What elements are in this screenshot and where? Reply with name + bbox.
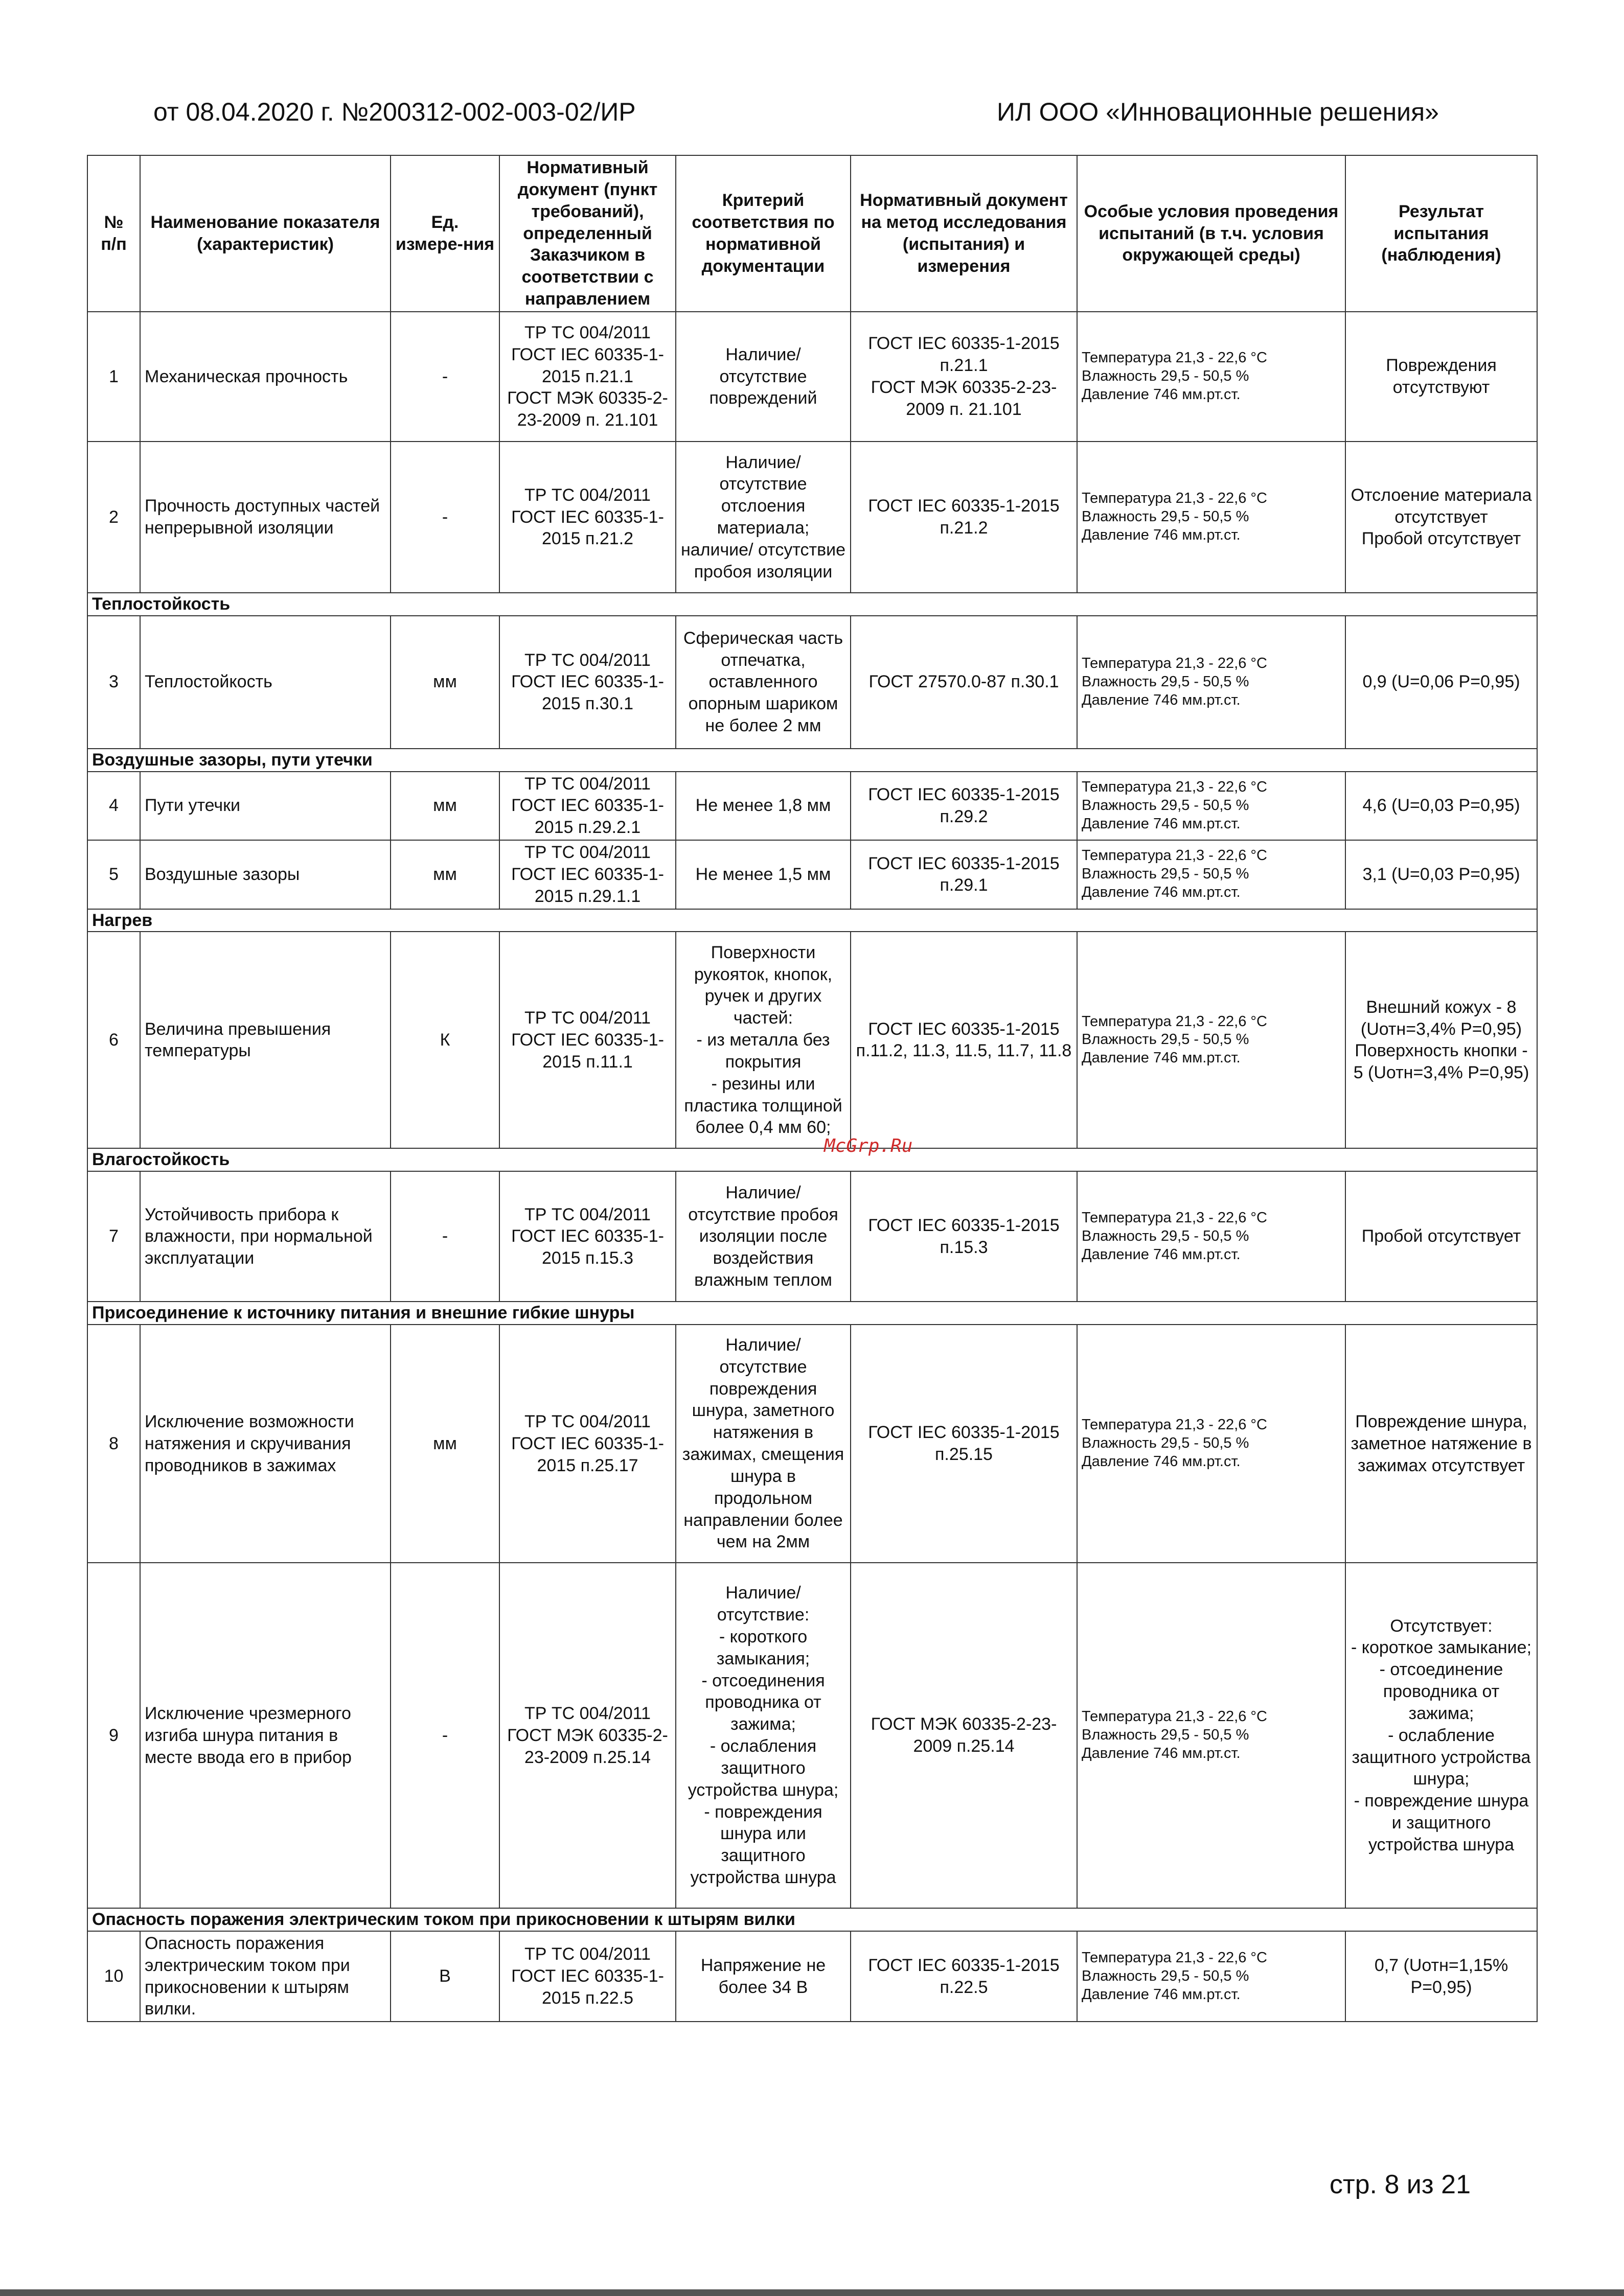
table-row	[87, 442, 1537, 593]
cell-normdoc: ТР ТС 004/2011 ГОСТ IEC 60335-1-2015 п.29.1.1	[499, 840, 676, 909]
cell-number: 2	[87, 442, 140, 593]
cell-name: Пути утечки	[140, 772, 391, 840]
cell-name: Прочность доступных частей непрерывной изоляции	[140, 442, 391, 593]
cell-method: ГОСТ МЭК 60335-2-23-2009 п.25.14	[851, 1563, 1077, 1908]
section-row	[87, 1148, 1537, 1171]
section-row	[87, 909, 1537, 932]
section-title: Присоединение к источнику питания и внешние гибкие шнуры	[87, 1302, 1537, 1325]
cell-normdoc: ТР ТС 004/2011 ГОСТ IEC 60335-1-2015 п.25.17	[499, 1325, 676, 1563]
cell-result: Отсутствует: - короткое замыкание; - отсоединение проводника от зажима; - ослабление защитного устройства шнура; - повреждение шнура и защитного устройства шнура	[1345, 1563, 1537, 1908]
cell-criterion: Поверхности рукояток, кнопок, ручек и других частей: - из металла без покрытия - резины или пластика толщиной более 0,4 мм 60;	[676, 932, 851, 1148]
cell-name: Механическая прочность	[140, 312, 391, 442]
cell-criterion: Наличие/ отсутствие пробоя изоляции после воздействия влажным теплом	[676, 1171, 851, 1302]
cell-normdoc: ТР ТС 004/2011 ГОСТ IEC 60335-1-2015 п.15.3	[499, 1171, 676, 1302]
section-title: Теплостойкость	[87, 593, 1537, 616]
table-row	[87, 1563, 1537, 1908]
cell-criterion: Наличие/ отсутствие повреждения шнура, заметного натяжения в зажимах, смещения шнура в продольном направлении более чем на 2мм	[676, 1325, 851, 1563]
cell-method: ГОСТ IEC 60335-1-2015 п.29.2	[851, 772, 1077, 840]
cell-result: 0,9 (U=0,06 P=0,95)	[1345, 616, 1537, 749]
section-row	[87, 1302, 1537, 1325]
cell-conditions: Температура 21,3 - 22,6 °С Влажность 29,5 - 50,5 % Давление 746 мм.рт.ст.	[1077, 932, 1345, 1148]
cell-normdoc: ТР ТС 004/2011 ГОСТ IEC 60335-1-2015 п.21.1 ГОСТ МЭК 60335-2-23-2009 п. 21.101	[499, 312, 676, 442]
cell-method: ГОСТ IEC 60335-1-2015 п.15.3	[851, 1171, 1077, 1302]
section-row	[87, 593, 1537, 616]
cell-name: Исключение возможности натяжения и скручивания проводников в зажимах	[140, 1325, 391, 1563]
laboratory-name: ИЛ ООО «Инновационные решения»	[997, 98, 1439, 126]
cell-result: Внешний кожух - 8 (Uотн=3,4% P=0,95) Поверхность кнопки - 5 (Uотн=3,4% P=0,95)	[1345, 932, 1537, 1148]
cell-number: 4	[87, 772, 140, 840]
table-row	[87, 772, 1537, 840]
cell-unit: -	[391, 312, 499, 442]
cell-method: ГОСТ IEC 60335-1-2015 п.21.1 ГОСТ МЭК 60335-2-23-2009 п. 21.101	[851, 312, 1077, 442]
col-header-criterion: Критерий соответствия по нормативной документации	[676, 155, 851, 312]
cell-name: Воздушные зазоры	[140, 840, 391, 909]
document-reference: от 08.04.2020 г. №200312-002-003-02/ИР	[153, 98, 636, 126]
cell-conditions: Температура 21,3 - 22,6 °С Влажность 29,5 - 50,5 % Давление 746 мм.рт.ст.	[1077, 1171, 1345, 1302]
cell-number: 9	[87, 1563, 140, 1908]
cell-result: 3,1 (U=0,03 P=0,95)	[1345, 840, 1537, 909]
table-row	[87, 840, 1537, 909]
cell-unit: мм	[391, 840, 499, 909]
col-header-name: Наименование показателя (характеристик)	[140, 155, 391, 312]
col-header-method: Нормативный документ на метод исследования (испытания) и измерения	[851, 155, 1077, 312]
cell-result: 4,6 (U=0,03 P=0,95)	[1345, 772, 1537, 840]
cell-unit: мм	[391, 1325, 499, 1563]
cell-conditions: Температура 21,3 - 22,6 °С Влажность 29,5 - 50,5 % Давление 746 мм.рт.ст.	[1077, 312, 1345, 442]
cell-criterion: Наличие/ отсутствие отслоения материала; наличие/ отсутствие пробоя изоляции	[676, 442, 851, 593]
cell-normdoc: ТР ТС 004/2011 ГОСТ МЭК 60335-2-23-2009 п.25.14	[499, 1563, 676, 1908]
cell-name: Теплостойкость	[140, 616, 391, 749]
cell-result: Отслоение материала отсутствует Пробой отсутствует	[1345, 442, 1537, 593]
cell-conditions: Температура 21,3 - 22,6 °С Влажность 29,5 - 50,5 % Давление 746 мм.рт.ст.	[1077, 1563, 1345, 1908]
table-header-row	[87, 155, 1537, 312]
page-number: стр. 8 из 21	[1329, 2170, 1471, 2199]
cell-number: 8	[87, 1325, 140, 1563]
cell-conditions: Температура 21,3 - 22,6 °С Влажность 29,5 - 50,5 % Давление 746 мм.рт.ст.	[1077, 772, 1345, 840]
bottom-edge-band	[0, 2289, 1624, 2296]
cell-number: 3	[87, 616, 140, 749]
section-title: Опасность поражения электрическим током при прикосновении к штырям вилки	[87, 1908, 1537, 1931]
cell-number: 5	[87, 840, 140, 909]
table-row	[87, 312, 1537, 442]
section-row	[87, 749, 1537, 772]
cell-unit: мм	[391, 772, 499, 840]
cell-conditions: Температура 21,3 - 22,6 °С Влажность 29,5 - 50,5 % Давление 746 мм.рт.ст.	[1077, 1931, 1345, 2022]
cell-unit: В	[391, 1931, 499, 2022]
cell-unit: К	[391, 932, 499, 1148]
cell-conditions: Температура 21,3 - 22,6 °С Влажность 29,5 - 50,5 % Давление 746 мм.рт.ст.	[1077, 616, 1345, 749]
watermark: McGrp.Ru	[824, 1135, 913, 1156]
cell-normdoc: ТР ТС 004/2011 ГОСТ IEC 60335-1-2015 п.29.2.1	[499, 772, 676, 840]
cell-criterion: Сферическая часть отпечатка, оставленного опорным шариком не более 2 мм	[676, 616, 851, 749]
cell-criterion: Не менее 1,8 мм	[676, 772, 851, 840]
cell-normdoc: ТР ТС 004/2011 ГОСТ IEC 60335-1-2015 п.30.1	[499, 616, 676, 749]
cell-name: Опасность поражения электрическим током при прикосновении к штырям вилки.	[140, 1931, 391, 2022]
col-header-result: Результат испытания (наблюдения)	[1345, 155, 1537, 312]
col-header-normdoc: Нормативный документ (пункт требований), определенный Заказчиком в соответствии с направлением	[499, 155, 676, 312]
table-row	[87, 932, 1537, 1148]
cell-unit: -	[391, 1563, 499, 1908]
table-row	[87, 1325, 1537, 1563]
cell-method: ГОСТ IEC 60335-1-2015 п.25.15	[851, 1325, 1077, 1563]
cell-normdoc: ТР ТС 004/2011 ГОСТ IEC 60335-1-2015 п.11.1	[499, 932, 676, 1148]
col-header-unit: Ед. измере-ния	[391, 155, 499, 312]
section-title: Влагостойкость	[87, 1148, 1537, 1171]
section-title: Нагрев	[87, 909, 1537, 932]
cell-normdoc: ТР ТС 004/2011 ГОСТ IEC 60335-1-2015 п.21.2	[499, 442, 676, 593]
cell-result: 0,7 (Uотн=1,15% P=0,95)	[1345, 1931, 1537, 2022]
section-row	[87, 1908, 1537, 1931]
cell-number: 7	[87, 1171, 140, 1302]
cell-number: 6	[87, 932, 140, 1148]
cell-method: ГОСТ IEC 60335-1-2015 п.22.5	[851, 1931, 1077, 2022]
cell-criterion: Не менее 1,5 мм	[676, 840, 851, 909]
cell-result: Пробой отсутствует	[1345, 1171, 1537, 1302]
cell-conditions: Температура 21,3 - 22,6 °С Влажность 29,5 - 50,5 % Давление 746 мм.рт.ст.	[1077, 1325, 1345, 1563]
table-row	[87, 1931, 1537, 2022]
cell-method: ГОСТ 27570.0-87 п.30.1	[851, 616, 1077, 749]
cell-result: Повреждение шнура, заметное натяжение в зажимах отсутствует	[1345, 1325, 1537, 1563]
section-title: Воздушные зазоры, пути утечки	[87, 749, 1537, 772]
cell-conditions: Температура 21,3 - 22,6 °С Влажность 29,5 - 50,5 % Давление 746 мм.рт.ст.	[1077, 840, 1345, 909]
table-row	[87, 1171, 1537, 1302]
cell-criterion: Наличие/ отсутствие повреждений	[676, 312, 851, 442]
col-header-conditions: Особые условия проведения испытаний (в т.ч. условия окружающей среды)	[1077, 155, 1345, 312]
cell-unit: мм	[391, 616, 499, 749]
cell-number: 1	[87, 312, 140, 442]
col-header-number: № п/п	[87, 155, 140, 312]
cell-unit: -	[391, 1171, 499, 1302]
cell-name: Устойчивость прибора к влажности, при нормальной эксплуатации	[140, 1171, 391, 1302]
cell-method: ГОСТ IEC 60335-1-2015 п.11.2, 11.3, 11.5, 11.7, 11.8	[851, 932, 1077, 1148]
cell-conditions: Температура 21,3 - 22,6 °С Влажность 29,5 - 50,5 % Давление 746 мм.рт.ст.	[1077, 442, 1345, 593]
cell-result: Повреждения отсутствуют	[1345, 312, 1537, 442]
cell-method: ГОСТ IEC 60335-1-2015 п.29.1	[851, 840, 1077, 909]
cell-normdoc: ТР ТС 004/2011 ГОСТ IEC 60335-1-2015 п.22.5	[499, 1931, 676, 2022]
test-results-table	[87, 155, 1538, 2022]
table-row	[87, 616, 1537, 749]
cell-method: ГОСТ IEC 60335-1-2015 п.21.2	[851, 442, 1077, 593]
cell-number: 10	[87, 1931, 140, 2022]
cell-unit: -	[391, 442, 499, 593]
cell-criterion: Напряжение не более 34 В	[676, 1931, 851, 2022]
cell-name: Величина превышения температуры	[140, 932, 391, 1148]
cell-criterion: Наличие/ отсутствие: - короткого замыкания; - отсоединения проводника от зажима; - ослабления защитного устройства шнура; - повреждения шнура или защитного устройства шнура	[676, 1563, 851, 1908]
cell-name: Исключение чрезмерного изгиба шнура питания в месте ввода его в прибор	[140, 1563, 391, 1908]
